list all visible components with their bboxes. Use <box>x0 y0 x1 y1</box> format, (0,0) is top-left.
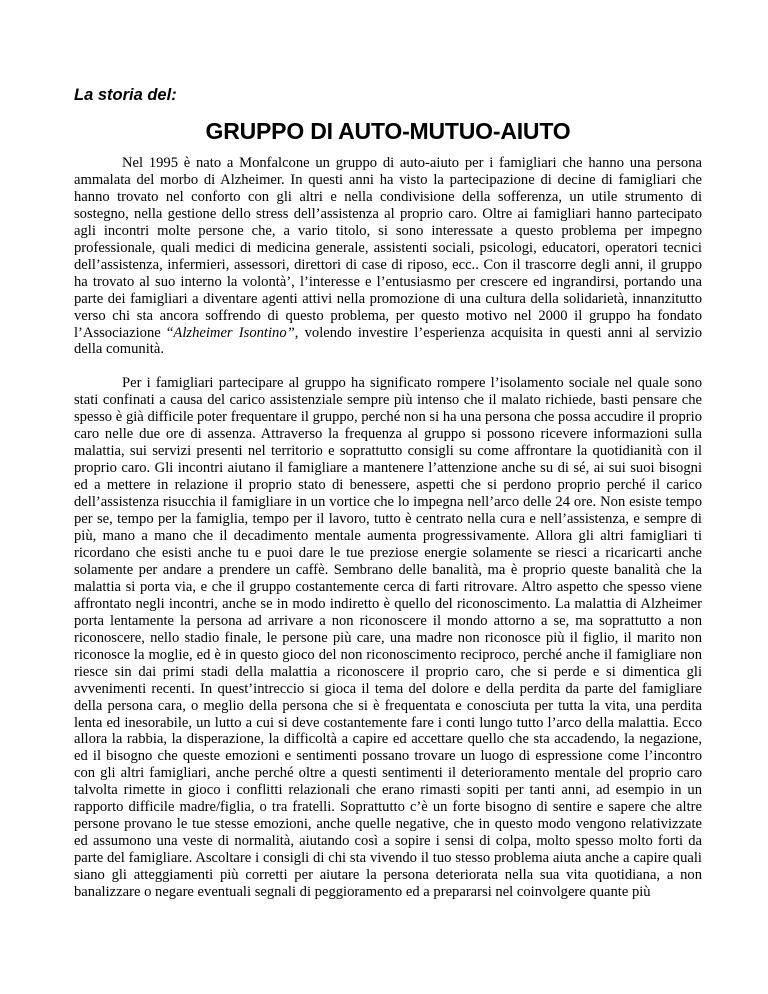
document-subtitle: La storia del: <box>74 86 177 104</box>
document-body <box>74 155 702 901</box>
paragraph-2: Per i famigliari partecipare al gruppo ha significato rompere l’isolamento sociale nel quale sono stati confinati a causa del carico assistenziale sempre più intenso che il malato richiede, basti pensare che spesso è già difficile poter frequentare il gruppo, perché non si ha una persona che possa accudire il proprio caro nelle due ore di assenza. Attraverso la frequenza al gruppo si possono ricevere informazioni sulla malattia, sui servizi presenti nel territorio e soprattutto consigli su come affrontare la quotidianità con il proprio caro. Gli incontri aiutano il famigliare a mantenere l’attenzione anche su di sé, ai sui suoi bisogni ed a mettere in relazione il proprio stato di benessere, aspetti che si perdono proprio perché il carico dell’assistenza risucchia il famigliare in un vortice che lo impegna nell’arco delle 24 ore. Non esiste tempo per se, tempo per la famiglia, tempo per il lavoro, tutto è centrato nella cura e nell’assistenza, e sempre di più, mano a mano che il decadimento mentale aumenta progressivamente. Allora gli altri famigliari ti ricordano che esisti anche tu e puoi dare le tue preziose energie solamente se riesci a ricaricarti anche solamente per andare a prendere un caffè. Sembrano delle banalità, ma è proprio queste banalità che la malattia si porta via, e che il gruppo costantemente cerca di farti ritrovare. Altro aspetto che spesso viene affrontato negli incontri, anche se in modo indiretto è quello del riconoscimento. La malattia di Alzheimer porta lentamente la persona ad arrivare a non riconoscere il mondo attorno a se, ma soprattutto a non riconoscere, nello stadio finale, le persone più care, una madre non riconosce più il figlio, il marito non riconosce la moglie, ed è in questo gioco del non riconoscimento reciproco, perché anche il famigliare non riesce sin dai primi stadi della malattia a riconoscere il proprio caro, che si perde e si dimentica gli avvenimenti recenti. In quest’intreccio si gioca il tema del dolore e della perdita da parte del famigliare della persona cara, o meglio della persona che si è frequentata e conosciuta per tutta la vita, una perdita lenta ed inesorabile, un lutto a cui si deve costantemente fare i conti lungo tutto l’arco della malattia. Ecco allora la rabbia, la disperazione, la difficoltà a capire ed accettare quello che sta accadendo, la negazione, ed il bisogno che queste emozioni e sentimenti possano trovare un luogo di espressione come l’incontro con gli altri famigliari, anche perché oltre a questi sentimenti il deterioramento mentale del proprio caro talvolta rimette in gioco i conflitti relazionali che erano rimasti sopiti per tanti anni, ad esempio in un rapporto difficile madre/figlia, o tra fratelli. Soprattutto c’è un forte bisogno di sentire e sapere che altre persone provano le tue stesse emozioni, anche quelle negative, che in questo modo vengono relativizzate ed assumono una veste di normalità, aiutando così a sopire i sensi di colpa, molto spesso molto forti da parte del famigliare. Ascoltare i consigli di chi sta vivendo il tuo stesso problema aiuta anche a capire quali siano gli atteggiamenti più corretti per aiutare la persona deteriorata nella sua vita quotidiana, a non banalizzare o negare eventuali segnali di peggioramento ed a prepararsi nel coinvolgere quante più <box>74 375 702 901</box>
association-name: Alzheimer Isontino” <box>173 324 295 341</box>
paragraph-1-text-start: Nel 1995 è nato a Monfalcone un gruppo di auto-aiuto per i famigliari che hanno una persona ammalata del morbo di Alzheimer. In questi anni ha visto la partecipazione di decine di famigliari che hanno trovato nel conforto con gli altri e nella condivisione della sofferenza, un utile strumento di sostegno, nella gestione dello stress dell’assistenza al proprio caro. Oltre ai famigliari hanno partecipato agli incontri molte persone che, a vario titolo, si sono interessate a questo problema per impegno professionale, quali medici di medicina generale, assistenti sociali, psicologi, educatori, operatori tecnici dell’assistenza, infermieri, assessori, direttori di case di riposo, ecc.. Con il trascorre degli anni, il gruppo ha trovato al suo interno la volontà’, l’interesse e l’entusiasmo per crescere ed ingrandirsi, portando una parte dei famigliari a diventare agenti attivi nella promozione di una cultura della solidarietà, innanzitutto verso chi sta ancora soffrendo di questo problema, per questo motivo nel 2000 il gruppo ha fondato l’Associazione “ <box>74 155 702 341</box>
document-title: GRUPPO DI AUTO-MUTUO-AIUTO <box>205 118 571 144</box>
paragraph-1 <box>74 155 702 358</box>
paragraph-1-text-end: , volendo investire l’esperienza acquisita in questi anni al servizio della comunità. <box>74 324 702 358</box>
